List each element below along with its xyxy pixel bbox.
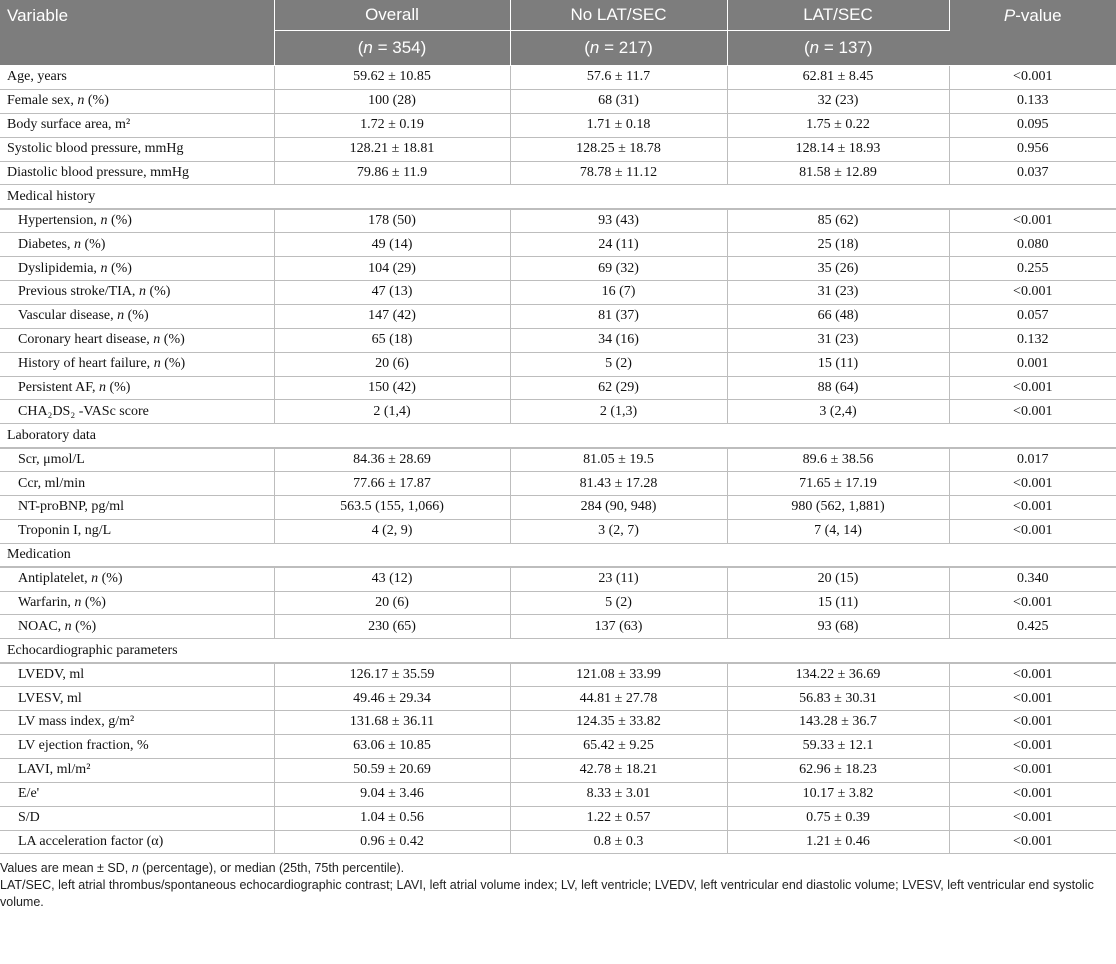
row-label: Previous stroke/TIA, n (%) [0, 281, 274, 305]
table-row [0, 519, 1116, 543]
table-row [0, 758, 1116, 782]
cell-p-value: <0.001 [949, 400, 1116, 424]
cell-overall: 43 (12) [274, 567, 510, 591]
row-label: LA acceleration factor (α) [0, 830, 274, 854]
cell-overall: 4 (2, 9) [274, 519, 510, 543]
cell-no-lat-sec: 24 (11) [510, 233, 727, 257]
table-footnotes [0, 854, 1116, 911]
table-row [0, 567, 1116, 591]
cell-p-value: 0.095 [949, 113, 1116, 137]
cell-no-lat-sec: 128.25 ± 18.78 [510, 137, 727, 161]
cell-lat-sec: 134.22 ± 36.69 [727, 663, 949, 687]
table-row [0, 161, 1116, 185]
row-label: CHA₂DS₂ -VASc score [0, 400, 274, 424]
cell-p-value: <0.001 [949, 806, 1116, 830]
cell-no-lat-sec: 93 (43) [510, 209, 727, 233]
header-n-no-lat-sec: (n = 217) [510, 31, 727, 66]
cell-lat-sec: 0.75 ± 0.39 [727, 806, 949, 830]
section-row [0, 639, 1116, 663]
cell-lat-sec: 32 (23) [727, 89, 949, 113]
cell-lat-sec: 89.6 ± 38.56 [727, 448, 949, 472]
cell-no-lat-sec: 78.78 ± 11.12 [510, 161, 727, 185]
row-label: NT-proBNP, pg/ml [0, 496, 274, 520]
table-header [0, 0, 1116, 66]
cell-no-lat-sec: 5 (2) [510, 352, 727, 376]
cell-lat-sec: 56.83 ± 30.31 [727, 687, 949, 711]
cell-p-value: <0.001 [949, 758, 1116, 782]
row-label: S/D [0, 806, 274, 830]
cell-lat-sec: 25 (18) [727, 233, 949, 257]
table-row [0, 376, 1116, 400]
cell-lat-sec: 66 (48) [727, 304, 949, 328]
table-row [0, 615, 1116, 639]
cell-lat-sec: 980 (562, 1,881) [727, 496, 949, 520]
cell-lat-sec: 59.33 ± 12.1 [727, 734, 949, 758]
cell-overall: 77.66 ± 17.87 [274, 472, 510, 496]
row-label: Persistent AF, n (%) [0, 376, 274, 400]
row-label: Age, years [0, 66, 274, 90]
cell-p-value: 0.340 [949, 567, 1116, 591]
table-row [0, 257, 1116, 281]
footnote-values: Values are mean ± SD, n (percentage), or median (25th, 75th percentile). [0, 861, 405, 876]
table-row [0, 352, 1116, 376]
row-label: History of heart failure, n (%) [0, 352, 274, 376]
header-n-overall: (n = 354) [274, 31, 510, 66]
cell-p-value: 0.956 [949, 137, 1116, 161]
cell-p-value: 0.255 [949, 257, 1116, 281]
cell-no-lat-sec: 81 (37) [510, 304, 727, 328]
table-row [0, 806, 1116, 830]
cell-overall: 100 (28) [274, 89, 510, 113]
cell-lat-sec: 35 (26) [727, 257, 949, 281]
cell-no-lat-sec: 2 (1,3) [510, 400, 727, 424]
cell-no-lat-sec: 8.33 ± 3.01 [510, 782, 727, 806]
table-row [0, 663, 1116, 687]
cell-overall: 147 (42) [274, 304, 510, 328]
cell-overall: 128.21 ± 18.81 [274, 137, 510, 161]
cell-no-lat-sec: 23 (11) [510, 567, 727, 591]
cell-overall: 1.72 ± 0.19 [274, 113, 510, 137]
section-label: Laboratory data [0, 424, 1116, 448]
row-label: Dyslipidemia, n (%) [0, 257, 274, 281]
cell-p-value: 0.057 [949, 304, 1116, 328]
table-row [0, 687, 1116, 711]
cell-overall: 131.68 ± 36.11 [274, 711, 510, 735]
cell-p-value: <0.001 [949, 209, 1116, 233]
cell-overall: 47 (13) [274, 281, 510, 305]
cell-lat-sec: 20 (15) [727, 567, 949, 591]
cell-overall: 150 (42) [274, 376, 510, 400]
cell-overall: 49 (14) [274, 233, 510, 257]
table-body [0, 66, 1116, 854]
cell-overall: 49.46 ± 29.34 [274, 687, 510, 711]
cell-p-value: 0.017 [949, 448, 1116, 472]
table-row [0, 591, 1116, 615]
table-row [0, 66, 1116, 90]
table-row [0, 304, 1116, 328]
row-label: Vascular disease, n (%) [0, 304, 274, 328]
section-row [0, 543, 1116, 567]
cell-overall: 59.62 ± 10.85 [274, 66, 510, 90]
cell-overall: 50.59 ± 20.69 [274, 758, 510, 782]
cell-lat-sec: 15 (11) [727, 591, 949, 615]
cell-p-value: <0.001 [949, 496, 1116, 520]
cell-overall: 79.86 ± 11.9 [274, 161, 510, 185]
section-label: Medical history [0, 185, 1116, 209]
cell-no-lat-sec: 137 (63) [510, 615, 727, 639]
cell-no-lat-sec: 34 (16) [510, 328, 727, 352]
cell-lat-sec: 1.75 ± 0.22 [727, 113, 949, 137]
footnote-abbreviations: LAT/SEC, left atrial thrombus/spontaneous echocardiographic contrast; LAVI, left atrial volume index; LV, left ventricle; LVEDV, left ventricular end diastolic volume; LVESV, left ventricular end systolic volume. [0, 878, 1094, 910]
cell-lat-sec: 143.28 ± 36.7 [727, 711, 949, 735]
cell-lat-sec: 3 (2,4) [727, 400, 949, 424]
table-row [0, 782, 1116, 806]
cell-p-value: 0.132 [949, 328, 1116, 352]
table-row [0, 830, 1116, 854]
cell-overall: 20 (6) [274, 591, 510, 615]
table-row [0, 472, 1116, 496]
cell-p-value: <0.001 [949, 519, 1116, 543]
table-row [0, 448, 1116, 472]
cell-no-lat-sec: 81.05 ± 19.5 [510, 448, 727, 472]
section-row [0, 185, 1116, 209]
cell-no-lat-sec: 3 (2, 7) [510, 519, 727, 543]
cell-p-value: <0.001 [949, 782, 1116, 806]
table-row [0, 496, 1116, 520]
cell-no-lat-sec: 121.08 ± 33.99 [510, 663, 727, 687]
section-label: Medication [0, 543, 1116, 567]
cell-lat-sec: 10.17 ± 3.82 [727, 782, 949, 806]
cell-no-lat-sec: 69 (32) [510, 257, 727, 281]
cell-overall: 2 (1,4) [274, 400, 510, 424]
header-n-lat-sec: (n = 137) [727, 31, 949, 66]
cell-lat-sec: 93 (68) [727, 615, 949, 639]
cell-p-value: 0.425 [949, 615, 1116, 639]
header-p-rest: -value [1015, 6, 1062, 25]
cell-overall: 63.06 ± 10.85 [274, 734, 510, 758]
cell-no-lat-sec: 124.35 ± 33.82 [510, 711, 727, 735]
row-label: LV mass index, g/m² [0, 711, 274, 735]
cell-p-value: <0.001 [949, 376, 1116, 400]
cell-no-lat-sec: 57.6 ± 11.7 [510, 66, 727, 90]
cell-overall: 126.17 ± 35.59 [274, 663, 510, 687]
row-label: LVEDV, ml [0, 663, 274, 687]
row-label: Systolic blood pressure, mmHg [0, 137, 274, 161]
cell-overall: 104 (29) [274, 257, 510, 281]
header-variable: Variable [0, 0, 274, 66]
row-label: Diabetes, n (%) [0, 233, 274, 257]
cell-p-value: <0.001 [949, 734, 1116, 758]
cell-lat-sec: 31 (23) [727, 281, 949, 305]
cell-no-lat-sec: 0.8 ± 0.3 [510, 830, 727, 854]
row-label: Diastolic blood pressure, mmHg [0, 161, 274, 185]
cell-p-value: <0.001 [949, 472, 1116, 496]
header-p-value [949, 0, 1116, 66]
cell-p-value: <0.001 [949, 66, 1116, 90]
cell-no-lat-sec: 16 (7) [510, 281, 727, 305]
row-label: LAVI, ml/m² [0, 758, 274, 782]
cell-lat-sec: 62.96 ± 18.23 [727, 758, 949, 782]
cell-lat-sec: 81.58 ± 12.89 [727, 161, 949, 185]
row-label: LVESV, ml [0, 687, 274, 711]
cell-no-lat-sec: 44.81 ± 27.78 [510, 687, 727, 711]
table-row [0, 400, 1116, 424]
cell-lat-sec: 15 (11) [727, 352, 949, 376]
cell-lat-sec: 85 (62) [727, 209, 949, 233]
cell-no-lat-sec: 62 (29) [510, 376, 727, 400]
section-label: Echocardiographic parameters [0, 639, 1116, 663]
table-row [0, 711, 1116, 735]
cell-overall: 1.04 ± 0.56 [274, 806, 510, 830]
row-label: NOAC, n (%) [0, 615, 274, 639]
table-row [0, 328, 1116, 352]
cell-p-value: <0.001 [949, 591, 1116, 615]
cell-p-value: 0.080 [949, 233, 1116, 257]
cell-lat-sec: 71.65 ± 17.19 [727, 472, 949, 496]
cell-lat-sec: 1.21 ± 0.46 [727, 830, 949, 854]
cell-p-value: <0.001 [949, 830, 1116, 854]
cell-no-lat-sec: 284 (90, 948) [510, 496, 727, 520]
table-row [0, 113, 1116, 137]
cell-overall: 230 (65) [274, 615, 510, 639]
cell-lat-sec: 62.81 ± 8.45 [727, 66, 949, 90]
cell-lat-sec: 88 (64) [727, 376, 949, 400]
row-label: Scr, μmol/L [0, 448, 274, 472]
cell-no-lat-sec: 42.78 ± 18.21 [510, 758, 727, 782]
cell-overall: 84.36 ± 28.69 [274, 448, 510, 472]
cell-lat-sec: 128.14 ± 18.93 [727, 137, 949, 161]
table-row [0, 734, 1116, 758]
header-no-lat-sec: No LAT/SEC [510, 0, 727, 31]
cell-p-value: <0.001 [949, 663, 1116, 687]
cell-overall: 9.04 ± 3.46 [274, 782, 510, 806]
table-row [0, 281, 1116, 305]
table-row [0, 233, 1116, 257]
section-row [0, 424, 1116, 448]
header-p-italic: P [1003, 6, 1016, 25]
cell-overall: 563.5 (155, 1,066) [274, 496, 510, 520]
cell-p-value: 0.133 [949, 89, 1116, 113]
cell-p-value: <0.001 [949, 711, 1116, 735]
cell-lat-sec: 31 (23) [727, 328, 949, 352]
table-row [0, 89, 1116, 113]
cell-p-value: <0.001 [949, 281, 1116, 305]
row-label: E/e' [0, 782, 274, 806]
cell-no-lat-sec: 1.71 ± 0.18 [510, 113, 727, 137]
row-label: Troponin I, ng/L [0, 519, 274, 543]
cell-no-lat-sec: 65.42 ± 9.25 [510, 734, 727, 758]
cell-no-lat-sec: 5 (2) [510, 591, 727, 615]
row-label: Ccr, ml/min [0, 472, 274, 496]
table-row [0, 209, 1116, 233]
header-lat-sec: LAT/SEC [727, 0, 949, 31]
cell-p-value: <0.001 [949, 687, 1116, 711]
cell-lat-sec: 7 (4, 14) [727, 519, 949, 543]
row-label: Hypertension, n (%) [0, 209, 274, 233]
cell-overall: 65 (18) [274, 328, 510, 352]
row-label: LV ejection fraction, % [0, 734, 274, 758]
row-label: Body surface area, m² [0, 113, 274, 137]
cell-p-value: 0.001 [949, 352, 1116, 376]
cell-overall: 178 (50) [274, 209, 510, 233]
cell-no-lat-sec: 68 (31) [510, 89, 727, 113]
row-label: Antiplatelet, n (%) [0, 567, 274, 591]
row-label: Female sex, n (%) [0, 89, 274, 113]
cell-no-lat-sec: 81.43 ± 17.28 [510, 472, 727, 496]
cell-p-value: 0.037 [949, 161, 1116, 185]
table-row [0, 137, 1116, 161]
row-label: Warfarin, n (%) [0, 591, 274, 615]
cell-overall: 0.96 ± 0.42 [274, 830, 510, 854]
row-label: Coronary heart disease, n (%) [0, 328, 274, 352]
cell-overall: 20 (6) [274, 352, 510, 376]
header-overall: Overall [274, 0, 510, 31]
cell-no-lat-sec: 1.22 ± 0.57 [510, 806, 727, 830]
